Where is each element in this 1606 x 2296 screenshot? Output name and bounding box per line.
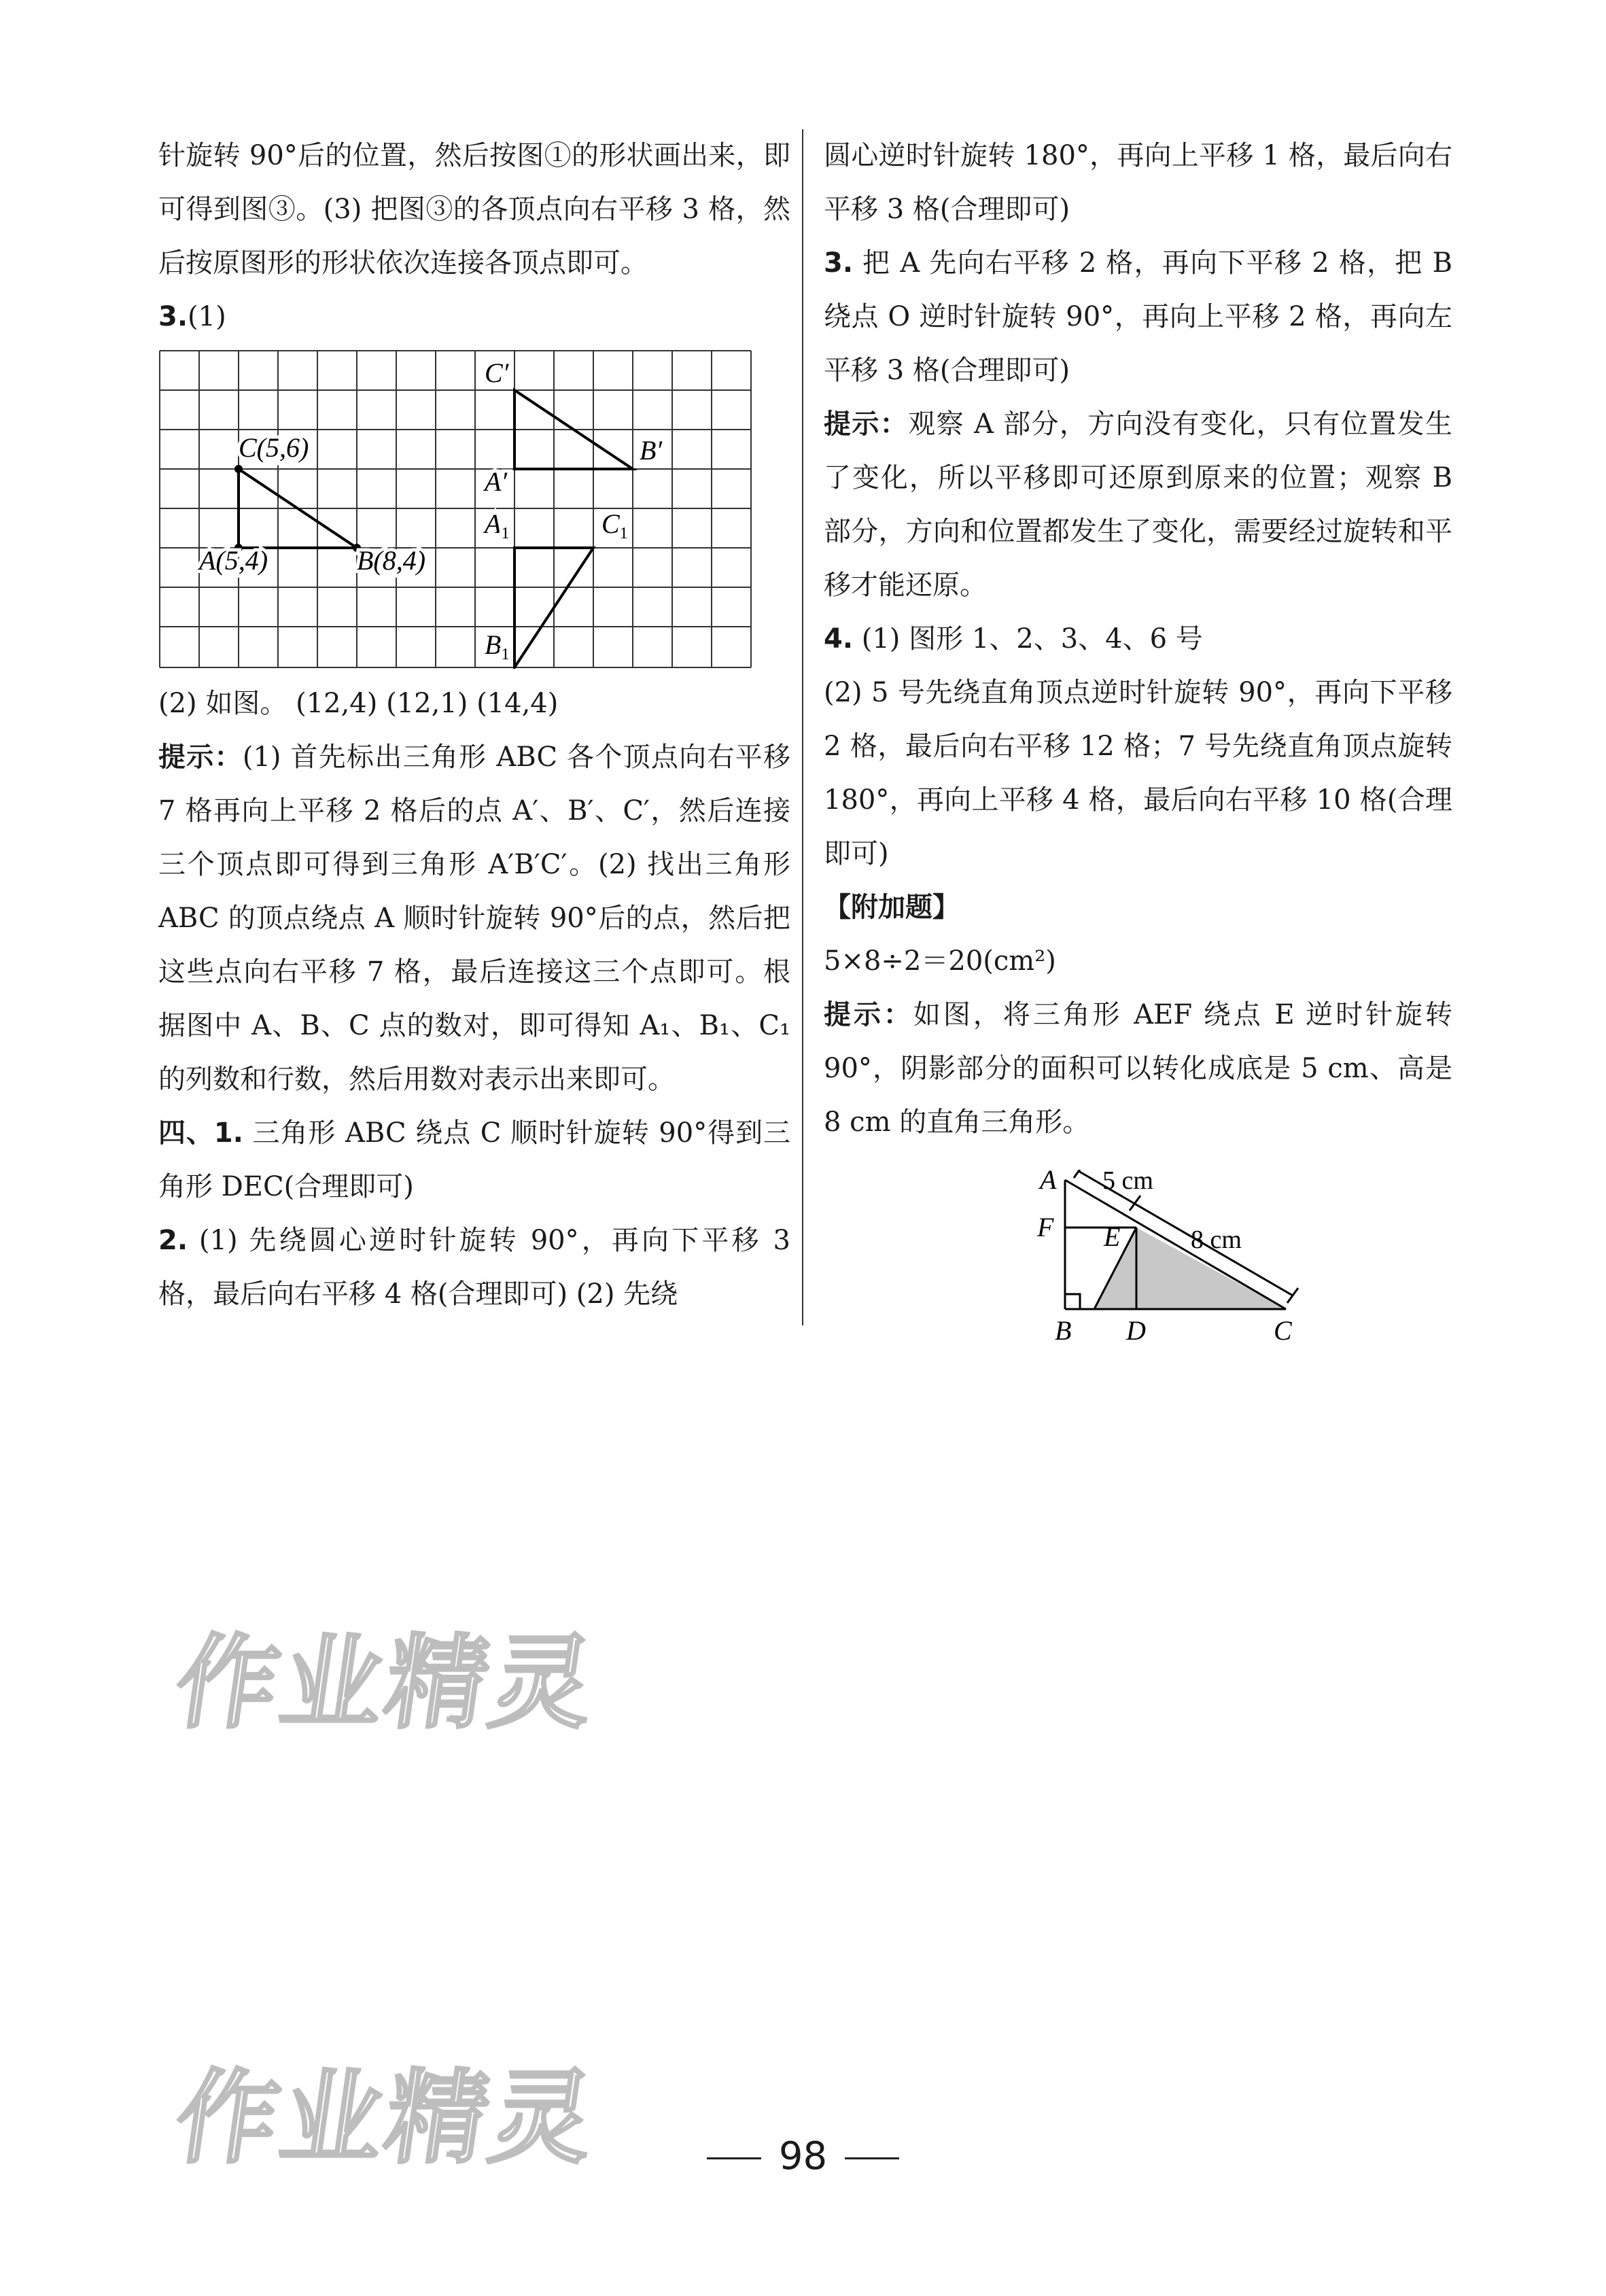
page-number-dash-left: [707, 2157, 761, 2159]
right-hint-paragraph: [824, 398, 1452, 612]
length-5cm: 5 cm: [1102, 1170, 1153, 1195]
right-paragraph-5: (2) 5 号先绕直角顶点逆时针旋转 90°，再向下平移 2 格，最后向右平移 12 格；7 号先绕直角顶点旋转 180°，再向上平移 4 格，最后向右平移 10 格(合理即可): [824, 677, 1452, 869]
shaded-region: [1094, 1228, 1286, 1309]
tri-label-c: C: [1274, 1315, 1292, 1346]
bonus-hint-text: 如图，将三角形 AEF 绕点 E 逆时针旋转 90°，阴影部分的面积可以转化成底是 5 cm、高是 8 cm 的直角三角形。: [824, 999, 1453, 1138]
question-3-number: 3.: [158, 301, 188, 332]
right-question-4-text: (1) 图形 1、2、3、4、6 号: [861, 623, 1203, 655]
watermark-1: 作业精灵: [168, 1624, 604, 1743]
point-c: [234, 465, 243, 473]
triangle-figure: [1028, 1170, 1313, 1346]
tri-label-a: A: [1040, 1170, 1057, 1195]
bonus-heading: 【附加题】: [824, 892, 960, 923]
label-a1: $A_1$: [485, 508, 510, 542]
tri-label-d: D: [1126, 1315, 1146, 1346]
label-b1: $B_1$: [485, 629, 510, 663]
label-b: B(8,4): [357, 545, 426, 576]
right-question-4: [824, 612, 1452, 666]
coordinate-grid-figure: [158, 349, 763, 669]
left-column: [158, 129, 790, 1321]
label-c-prime: C′: [485, 358, 509, 388]
question-2-number: 2.: [158, 1225, 188, 1256]
section-4-text: 三角形 ABC 绕点 C 顺时针旋转 90°得到三角形 DEC(合理即可): [158, 1117, 790, 1202]
dimension-tick-2: [1130, 1196, 1140, 1211]
right-hint-text: 观察 A 部分，方向没有变化，只有位置发生了变化，所以平移即可还原到原来的位置；观察 B 部分，方向和位置都发生了变化，需要经过旋转和平移才能还原。: [824, 408, 1452, 601]
right-column: [824, 129, 1452, 1346]
question-2-text: (1) 先绕圆心逆时针旋转 90°，再向下平移 3 格，最后向右平移 4 格(合理即可) (2) 先绕: [158, 1225, 790, 1310]
page-number-value: 98: [778, 2134, 828, 2178]
bonus-formula: 5×8÷2＝20(cm²): [824, 945, 1056, 977]
left-hint-paragraph: [158, 731, 790, 1107]
left-paragraph-1: 针旋转 90°后的位置，然后按图①的形状画出来，即可得到图③。(3) 把图③的各顶点向右平移 3 格，然后按原图形的形状依次连接各顶点即可。: [158, 140, 790, 279]
dimension-tick-3: [1287, 1288, 1298, 1303]
section-4-label: 四、1.: [158, 1117, 243, 1149]
question-3-part: (1): [188, 301, 226, 332]
right-question-3: [824, 237, 1452, 398]
column-divider: [802, 129, 803, 1325]
watermark-2: 作业精灵: [168, 2059, 604, 2178]
label-b-prime: B′: [640, 435, 663, 466]
right-question-3-text: 把 A 先向右平移 2 格，再向下平移 2 格，把 B 绕点 O 逆时针旋转 90°，再向上平移 2 格，再向左平移 3 格(合理即可): [824, 247, 1452, 386]
bonus-hint-label: 提示：: [824, 999, 913, 1030]
right-hint-label: 提示：: [824, 408, 909, 440]
label-c: C(5,6): [239, 432, 309, 463]
section-4-paragraph: [158, 1107, 790, 1214]
left-paragraph-2: (2) 如图。 (12,4) (12,1) (14,4): [158, 688, 559, 719]
right-angle-mark: [1065, 1294, 1080, 1309]
question-3-heading: [158, 290, 790, 344]
grid-lines: [160, 351, 751, 667]
label-c1: $C_1$: [601, 508, 628, 542]
hint-label: 提示：: [158, 742, 243, 773]
page-number: [0, 2134, 1606, 2178]
label-a-prime: A′: [485, 466, 508, 497]
tri-label-f: F: [1037, 1212, 1054, 1242]
question-2-paragraph: [158, 1214, 790, 1321]
right-question-3-number: 3.: [824, 247, 854, 279]
label-a: A(5,4): [199, 545, 268, 576]
right-question-4-number: 4.: [824, 623, 854, 655]
length-8cm: 8 cm: [1191, 1225, 1242, 1254]
hint-text: (1) 首先标出三角形 ABC 各个顶点向右平移 7 格再向上平移 2 格后的点 A′、B′、C′，然后连接三个顶点即可得到三角形 A′B′C′。(2) 找出三角形 ABC 的顶点绕点 A 顺时针旋转 90°后的点，然后把这些点向右平移 7 格，最后连接这三个点即可。根据图中 A、B、C 点的数对，即可得知 A₁、B₁、C₁的列数和行数，然后用数对表示出来即可。: [158, 742, 791, 1095]
page-number-dash-right: [845, 2157, 899, 2159]
right-paragraph-1: 圆心逆时针旋转 180°，再向上平移 1 格，最后向右平移 3 格(合理即可): [824, 140, 1452, 225]
tri-label-b: B: [1055, 1315, 1072, 1346]
bonus-hint-paragraph: [824, 988, 1452, 1149]
tri-label-e: E: [1104, 1221, 1121, 1252]
